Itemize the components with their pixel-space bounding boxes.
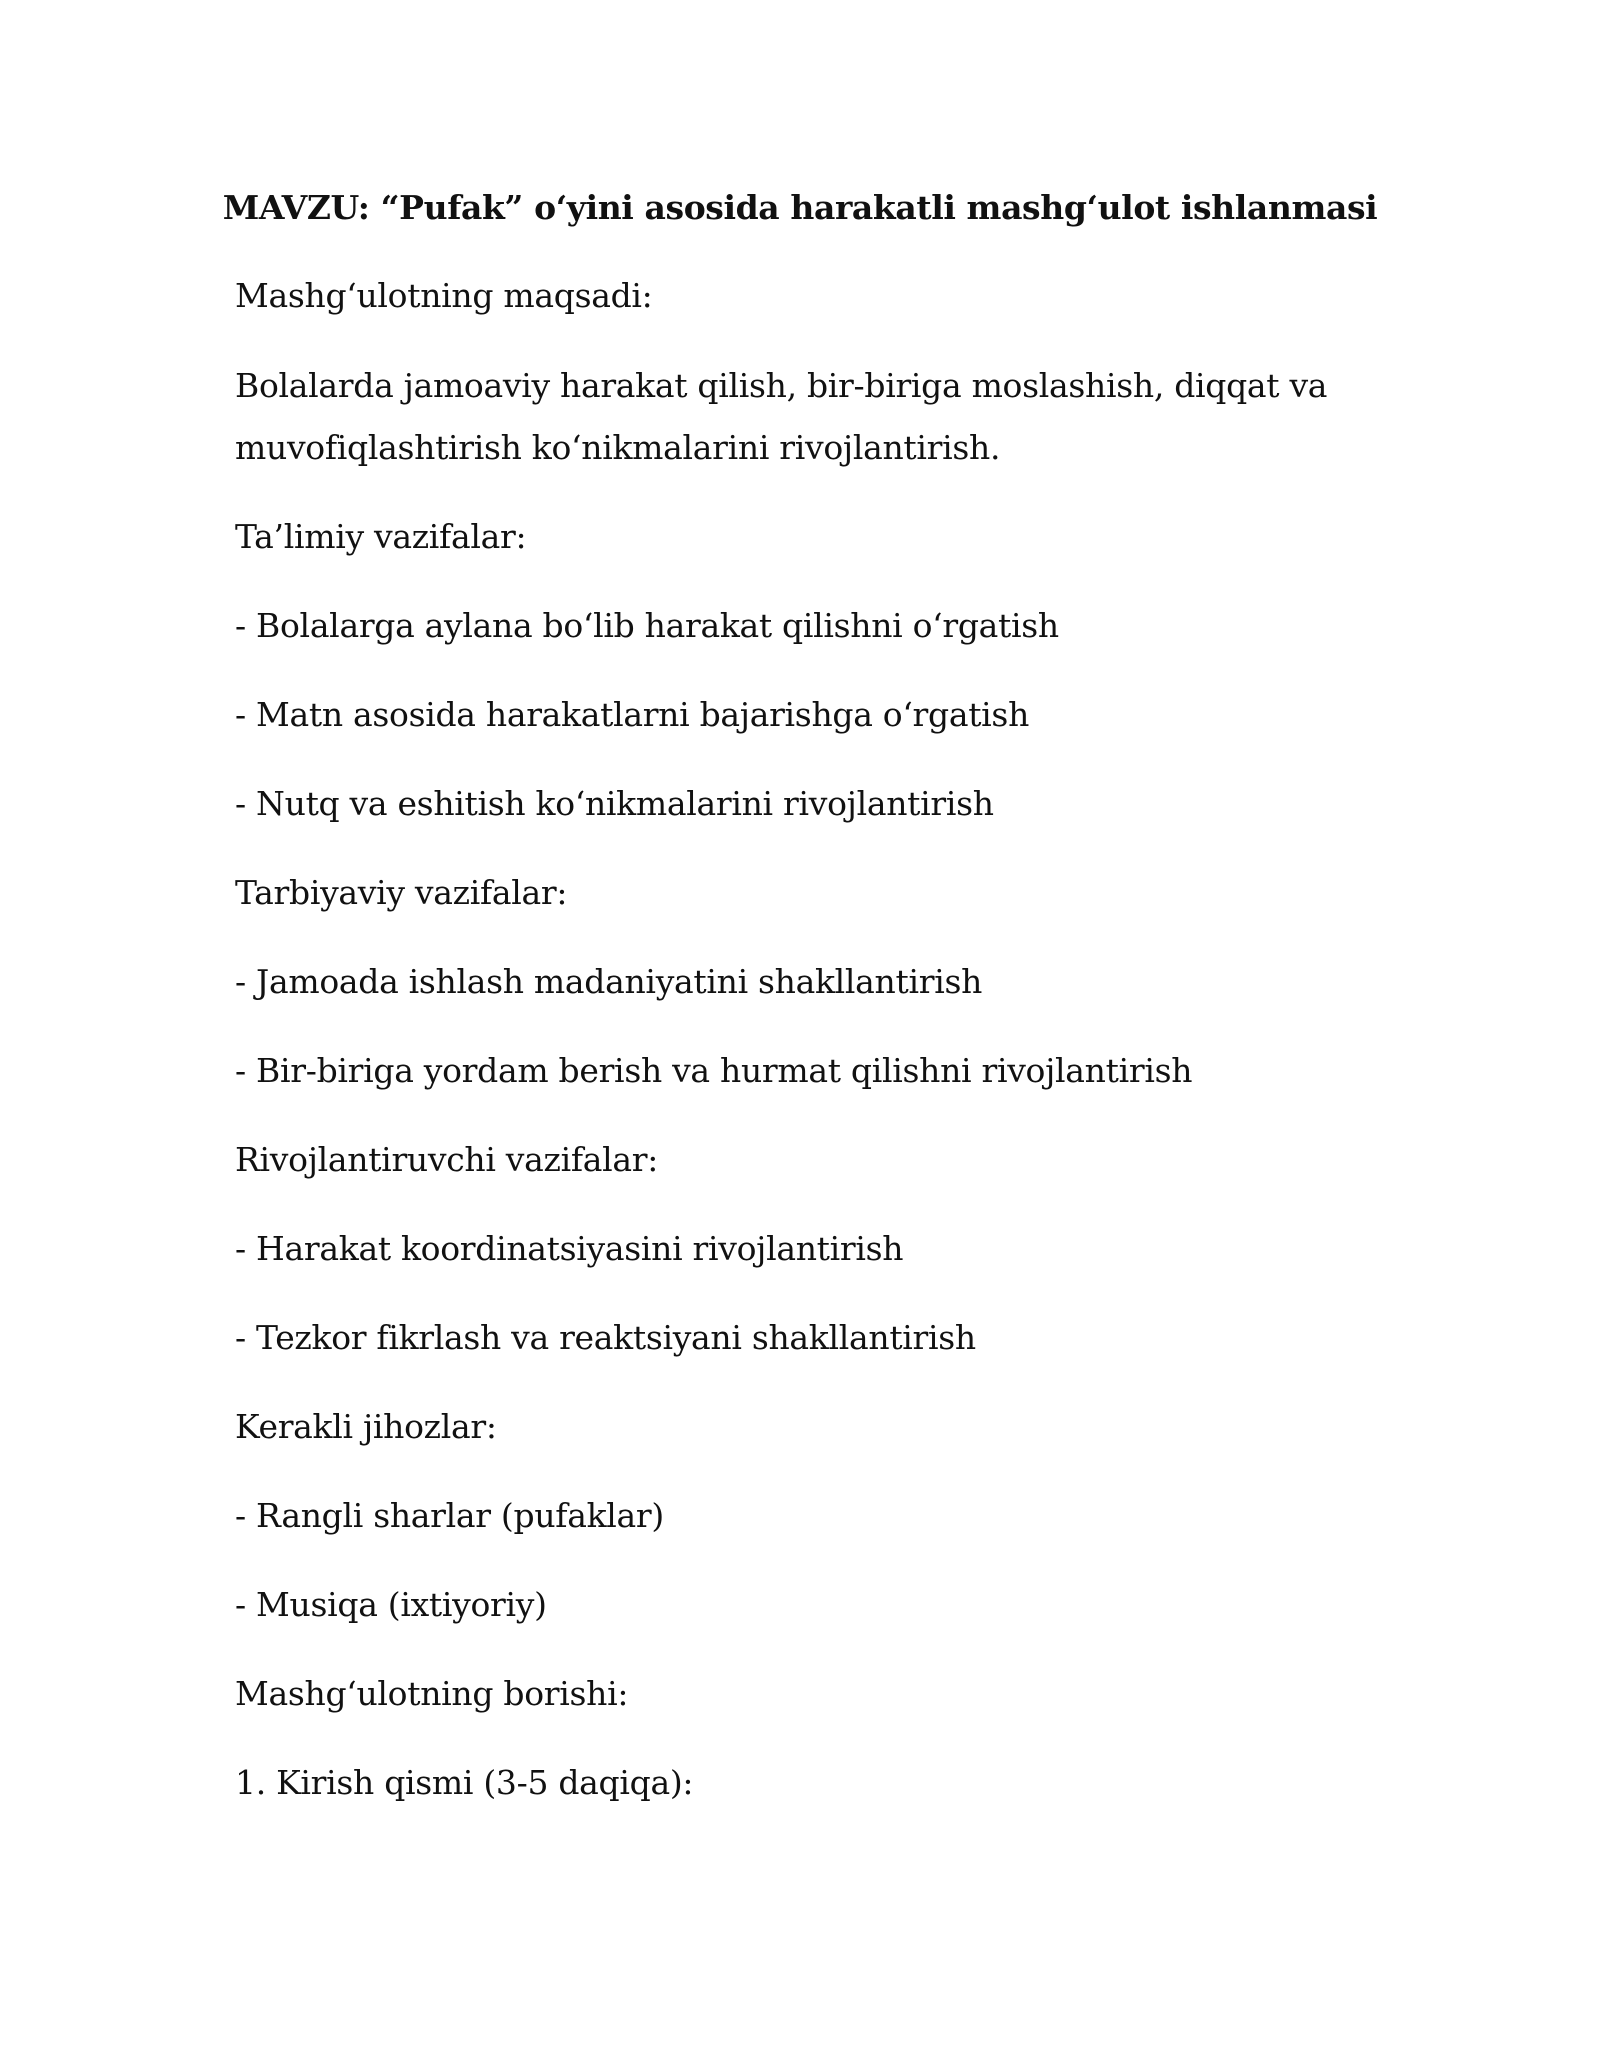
list-item: - Musiqa (ixtiyoriy) — [235, 1585, 547, 1624]
list-item: - Matn asosida harakatlarni bajarishga o‘rgatish — [235, 695, 1030, 734]
numbered-item: 1. Kirish qismi (3-5 daqiqa): — [235, 1763, 694, 1802]
list-item: - Bolalarga aylana bo‘lib harakat qilishni o‘rgatish — [235, 606, 1059, 645]
paragraph-goal-line-1: Bolalarda jamoaviy harakat qilish, bir-biriga moslashish, diqqat va — [235, 366, 1328, 405]
heading-lesson-flow: Mashg‘ulotning borishi: — [235, 1674, 629, 1713]
heading-equipment: Kerakli jihozlar: — [235, 1407, 497, 1446]
list-item: - Tezkor fikrlash va reaktsiyani shakllantirish — [235, 1318, 976, 1357]
paragraph-goal-line-2: muvofiqlashtirish ko‘nikmalarini rivojlantirish. — [235, 428, 1001, 467]
list-item: - Rangli sharlar (pufaklar) — [235, 1496, 664, 1535]
list-item: - Bir-biriga yordam berish va hurmat qilishni rivojlantirish — [235, 1051, 1193, 1090]
heading-developmental-tasks: Rivojlantiruvchi vazifalar: — [235, 1140, 659, 1179]
list-item: - Harakat koordinatsiyasini rivojlantirish — [235, 1229, 904, 1268]
list-item: - Jamoada ishlash madaniyatini shakllantirish — [235, 962, 983, 1001]
heading-educational-tasks: Ta’limiy vazifalar: — [235, 517, 527, 556]
heading-goal: Mashg‘ulotning maqsadi: — [235, 276, 653, 315]
heading-upbringing-tasks: Tarbiyaviy vazifalar: — [235, 873, 568, 912]
list-item: - Nutq va eshitish ko‘nikmalarini rivojlantirish — [235, 784, 994, 823]
document-title: MAVZU: “Pufak” o‘yini asosida harakatli mashg‘ulot ishlanmasi — [222, 188, 1378, 227]
